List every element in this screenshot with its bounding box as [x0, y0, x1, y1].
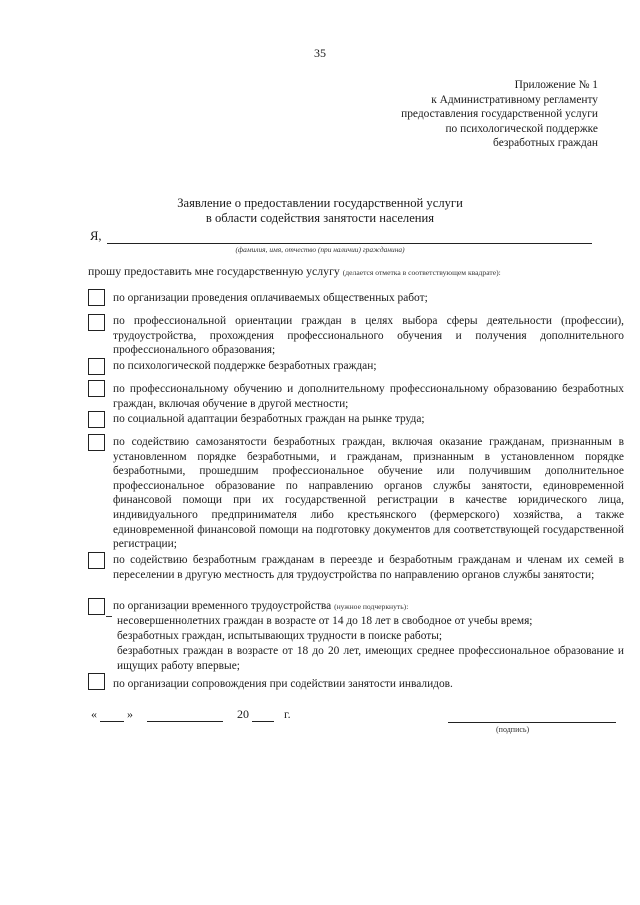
- title-line-1: Заявление о предоставлении государственной услуги: [177, 196, 463, 210]
- appendix-line: безработных граждан: [493, 137, 598, 150]
- temp-option-minors[interactable]: несовершеннолетних граждан в возрасте от 14 до 18 лет в свободное от учебы время;: [117, 615, 533, 627]
- applicant-label: Я,: [90, 229, 102, 243]
- scan-mark: [106, 616, 112, 617]
- date-day-field[interactable]: [100, 710, 124, 722]
- service-psychological-support: по психологической поддержке безработных граждан;: [113, 360, 377, 372]
- checkbox-vocational-training[interactable]: [88, 380, 105, 397]
- signature-field[interactable]: [448, 722, 616, 723]
- date-open-quote: «: [91, 707, 97, 721]
- temp-option-graduates[interactable]: безработных граждан в возрасте от 18 до 20 лет, имеющих среднее профессиональное образование и ищущих работу впервые;: [117, 645, 624, 672]
- service-social-adaptation: по социальной адаптации безработных граждан на рынке труда;: [113, 413, 425, 425]
- date-month-field[interactable]: [147, 710, 223, 722]
- service-relocation: по содействию безработным гражданам в переезде и безработным гражданам и членам их семей в переселении в другую местность для трудоустройства по направлению органов службы занятости;: [113, 554, 624, 581]
- appendix-line: Приложение № 1: [514, 79, 598, 91]
- signature-caption: (подпись): [496, 725, 530, 734]
- page-number: 35: [314, 46, 326, 60]
- request-line: [88, 264, 501, 279]
- date-year-field[interactable]: [252, 710, 274, 722]
- temporary-employment-label: по организации временного трудоустройства: [113, 600, 332, 612]
- date-year-prefix: 20: [237, 707, 249, 721]
- checkbox-psychological-support[interactable]: [88, 358, 105, 375]
- appendix-line: к Административному регламенту: [431, 93, 598, 106]
- appendix-line: предоставления государственной услуги: [401, 108, 598, 121]
- service-public-works: по организации проведения оплачиваемых общественных работ;: [113, 292, 428, 304]
- temporary-employment-note: (нужное подчеркнуть):: [334, 602, 409, 611]
- service-career-guidance: по профессиональной ориентации граждан в целях выбора сферы деятельности (профессии), трудоустройства, прохождения профессионального обучения и получения дополнительного профессионального образования;: [113, 315, 624, 357]
- title-line-2: в области содействия занятости населения: [205, 211, 435, 225]
- service-vocational-training: по профессиональному обучению и дополнительному профессиональному образованию безработных граждан, включая обучение в другой местности;: [113, 383, 624, 410]
- service-temporary-employment: [113, 599, 624, 615]
- checkbox-social-adaptation[interactable]: [88, 411, 105, 428]
- request-text: прошу предоставить мне государственную услугу: [88, 264, 340, 278]
- appendix-header: [401, 78, 598, 151]
- request-note: (делается отметка в соответствующем квадрате):: [342, 268, 501, 277]
- date-year-suffix: г.: [284, 707, 291, 721]
- service-disabled-support: по организации сопровождения при содействии занятости инвалидов.: [113, 678, 453, 690]
- date-close-quote: »: [127, 707, 133, 721]
- date-row: [91, 707, 291, 722]
- checkbox-disabled-support[interactable]: [88, 673, 105, 690]
- temp-option-difficulty[interactable]: безработных граждан, испытывающих трудности в поиске работы;: [117, 630, 443, 642]
- applicant-name-caption: (фамилия, имя, отчество (при наличии) гражданина): [235, 245, 405, 254]
- checkbox-temporary-employment[interactable]: [88, 598, 105, 615]
- checkbox-self-employment[interactable]: [88, 434, 105, 451]
- checkbox-public-works[interactable]: [88, 289, 105, 306]
- service-self-employment: по содействию самозанятости безработных граждан, включая оказание гражданам, признанным в установленном порядке безработными, и гражданам, признанным в установленном порядке безработными, прошедшим профессиональное обучение или получившим дополнительное профессиональное образование по направлению органов службы занятости, единовременной финансовой помощи при их государственной регистрации в качестве юридического лица, индивидуального предпринимателя либо крестьянского (фермерского) хозяйства, а также единовременной финансовой помощи на подготовку документов для соответствующей государственной регистрации;: [113, 436, 624, 551]
- checkbox-career-guidance[interactable]: [88, 314, 105, 331]
- appendix-line: по психологической поддержке: [445, 122, 598, 135]
- document-title: [0, 196, 640, 226]
- checkbox-relocation[interactable]: [88, 552, 105, 569]
- applicant-name-field[interactable]: [107, 243, 592, 244]
